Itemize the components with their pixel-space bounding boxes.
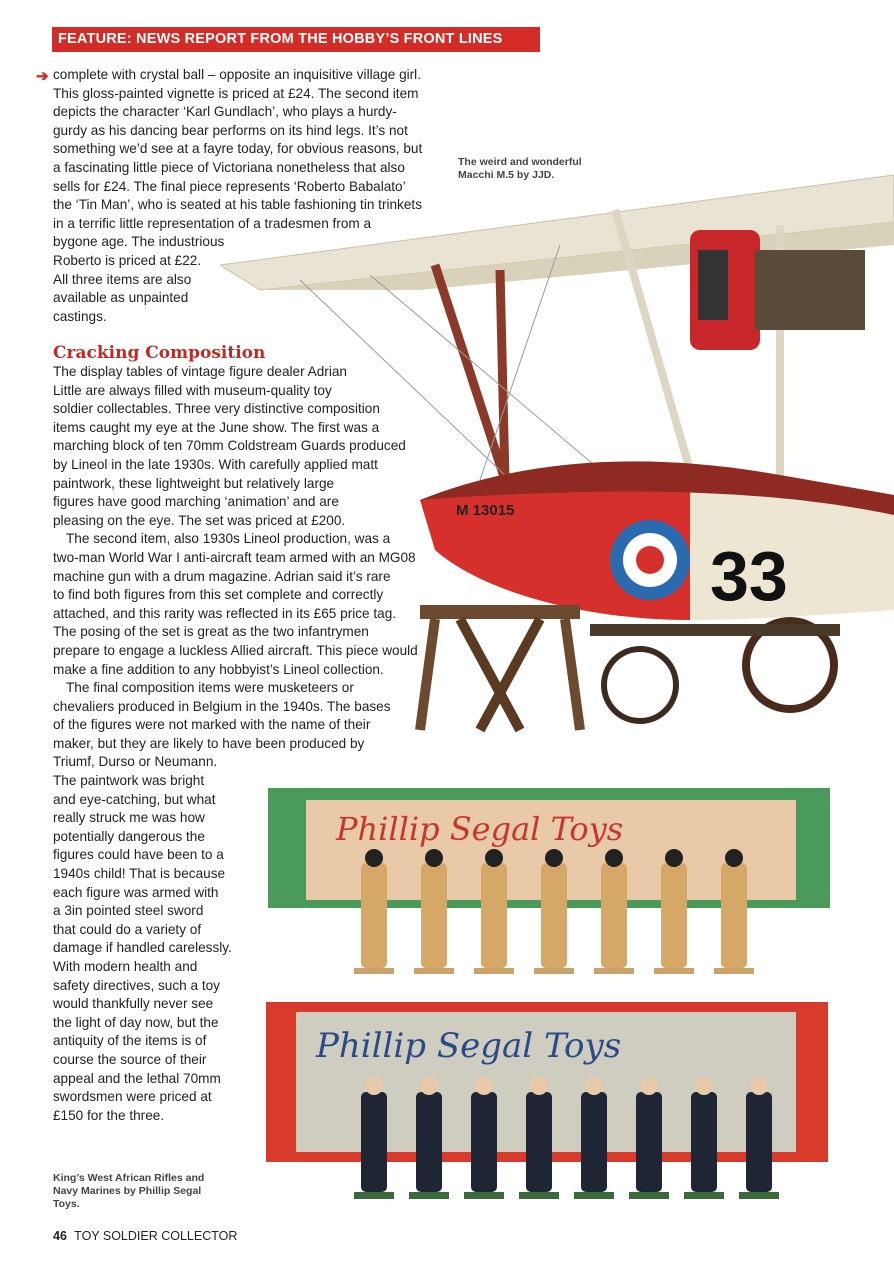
- text-line: 1940s child! That is because: [53, 866, 226, 882]
- text-line: machine gun with a drum magazine. Adrian said it’s rare: [53, 568, 391, 584]
- text-line: Little are always filled with museum-quality toy: [53, 382, 332, 398]
- trestle-leg: [420, 619, 435, 730]
- roundel-inner: [636, 546, 664, 574]
- text-line: £150 for the three.: [53, 1107, 165, 1123]
- text-line: appeal and the lethal 70mm: [53, 1070, 221, 1086]
- text-line: With modern health and: [53, 959, 198, 974]
- text-line: by Lineol in the late 1930s. With carefully applied matt: [53, 456, 378, 472]
- text-line: make a fine addition to any hobbyist’s Lineol collection.: [53, 661, 384, 677]
- text-line: bygone age. The industrious: [53, 234, 225, 250]
- text-line: each figure was armed with: [53, 884, 219, 900]
- text-line: Roberto is priced at £22.: [53, 252, 202, 268]
- text-line: to find both figures from this set complete and correctly: [53, 587, 384, 603]
- page-footer: [53, 1229, 237, 1243]
- text-line: The second item, also 1930s Lineol production, was a: [66, 531, 391, 547]
- text-line: depicts the character ‘Karl Gundlach’, who plays a hurdy-: [53, 104, 397, 120]
- text-line: The final composition items were musketeers or: [66, 680, 354, 696]
- text-line: Triumf, Durso or Neumann.: [53, 754, 218, 770]
- text-line: attached, and this rarity was reflected in its £65 price tag.: [53, 605, 397, 621]
- plane-registration: M 13015: [456, 502, 515, 519]
- strut: [435, 265, 505, 480]
- section-heading: Cracking Composition: [53, 343, 266, 363]
- text-line: two-man World War I anti-aircraft team armed with an MG08: [53, 549, 416, 565]
- continuation-arrow-icon: ➔: [36, 68, 49, 85]
- engine-grille: [698, 250, 728, 320]
- trestle-leg: [565, 619, 580, 730]
- text-line: sells for £24. The final piece represents ‘Roberto Babalato’: [53, 178, 406, 194]
- text-line: paintwork, these lightweight but relatively large: [53, 475, 335, 491]
- text-line: the light of day now, but the: [53, 1014, 219, 1030]
- page-number: 46: [53, 1229, 67, 1243]
- plane-caption: The weird and wonderful Macchi M.5 by JJD.: [458, 156, 582, 181]
- text-line: prepare to engage a luckless Allied aircraft. This piece would: [53, 642, 418, 658]
- text-line: and eye-catching, but what: [53, 791, 216, 807]
- box-label: Phillip Segal Toys: [336, 810, 624, 848]
- text-line: chevaliers produced in Belgium in the 1940s. The bases: [53, 698, 391, 714]
- text-line: would thankfully never see: [53, 996, 214, 1012]
- figures-caption: King’s West African Rifles and Navy Marines by Phillip Segal Toys.: [53, 1172, 205, 1210]
- engine-block: [755, 250, 865, 330]
- text-line: castings.: [53, 308, 107, 324]
- text-line: antiquity of the items is of: [53, 1033, 207, 1049]
- intro-text: [53, 66, 422, 326]
- text-line: really struck me was how: [53, 810, 205, 826]
- plane-number: 33: [710, 537, 788, 615]
- text-line: damage if handled carelessly.: [53, 940, 232, 956]
- text-line: pleasing on the eye. The set was priced at £200.: [53, 512, 346, 528]
- box-label: Phillip Segal Toys: [316, 1026, 622, 1066]
- trestle-top: [420, 605, 580, 619]
- text-line: All three items are also: [53, 271, 192, 287]
- text-line: course the source of their: [53, 1051, 207, 1067]
- text-line: swordsmen were priced at: [53, 1089, 212, 1105]
- text-line: figures could have been to a: [53, 847, 224, 863]
- text-line: something we’d see at a fayre today, for obvious reasons, but: [53, 141, 423, 157]
- text-line: safety directives, such a toy: [53, 977, 220, 993]
- text-line: of the figures were not marked with the name of their: [53, 717, 371, 733]
- text-line: soldier collectables. Three very distinctive composition: [53, 401, 380, 417]
- text-line: The paintwork was bright: [53, 773, 205, 789]
- text-line: gurdy as his dancing bear performs on its hind legs. It’s not: [53, 122, 408, 138]
- text-line: The display tables of vintage figure dealer Adrian: [53, 364, 347, 379]
- text-line: the ‘Tin Man’, who is seated at his table fashioning tin trinkets: [53, 197, 422, 213]
- text-line: figures have good marching ‘animation’ and are: [53, 494, 339, 510]
- wheel-rear: [604, 649, 676, 721]
- text-line: complete with crystal ball – opposite an inquisitive village girl.: [53, 67, 421, 82]
- text-line: items caught my eye at the June show. The first was a: [53, 419, 380, 435]
- text-line: that could do a variety of: [53, 921, 202, 937]
- text-line: This gloss-painted vignette is priced at £24. The second item: [53, 85, 419, 101]
- text-line: The posing of the set is great as the two infantrymen: [53, 624, 369, 640]
- text-line: a 3in pointed steel sword: [53, 903, 204, 919]
- section-body: [53, 363, 418, 1125]
- strut: [500, 270, 505, 480]
- text-line: available as unpainted: [53, 290, 189, 306]
- text-line: marching block of ten 70mm Coldstream Guards produced: [53, 438, 406, 454]
- text-line: in a terrific little representation of a tradesmen from a: [53, 215, 372, 231]
- text-line: a fascinating little piece of Victoriana nonetheless that also: [53, 159, 405, 175]
- text-line: maker, but they are likely to have been produced by: [53, 735, 365, 751]
- text-line: potentially dangerous the: [53, 828, 205, 844]
- feature-banner: FEATURE: NEWS REPORT FROM THE HOBBY’S FRONT LINES: [52, 27, 540, 52]
- magazine-title: TOY SOLDIER COLLECTOR: [74, 1229, 238, 1243]
